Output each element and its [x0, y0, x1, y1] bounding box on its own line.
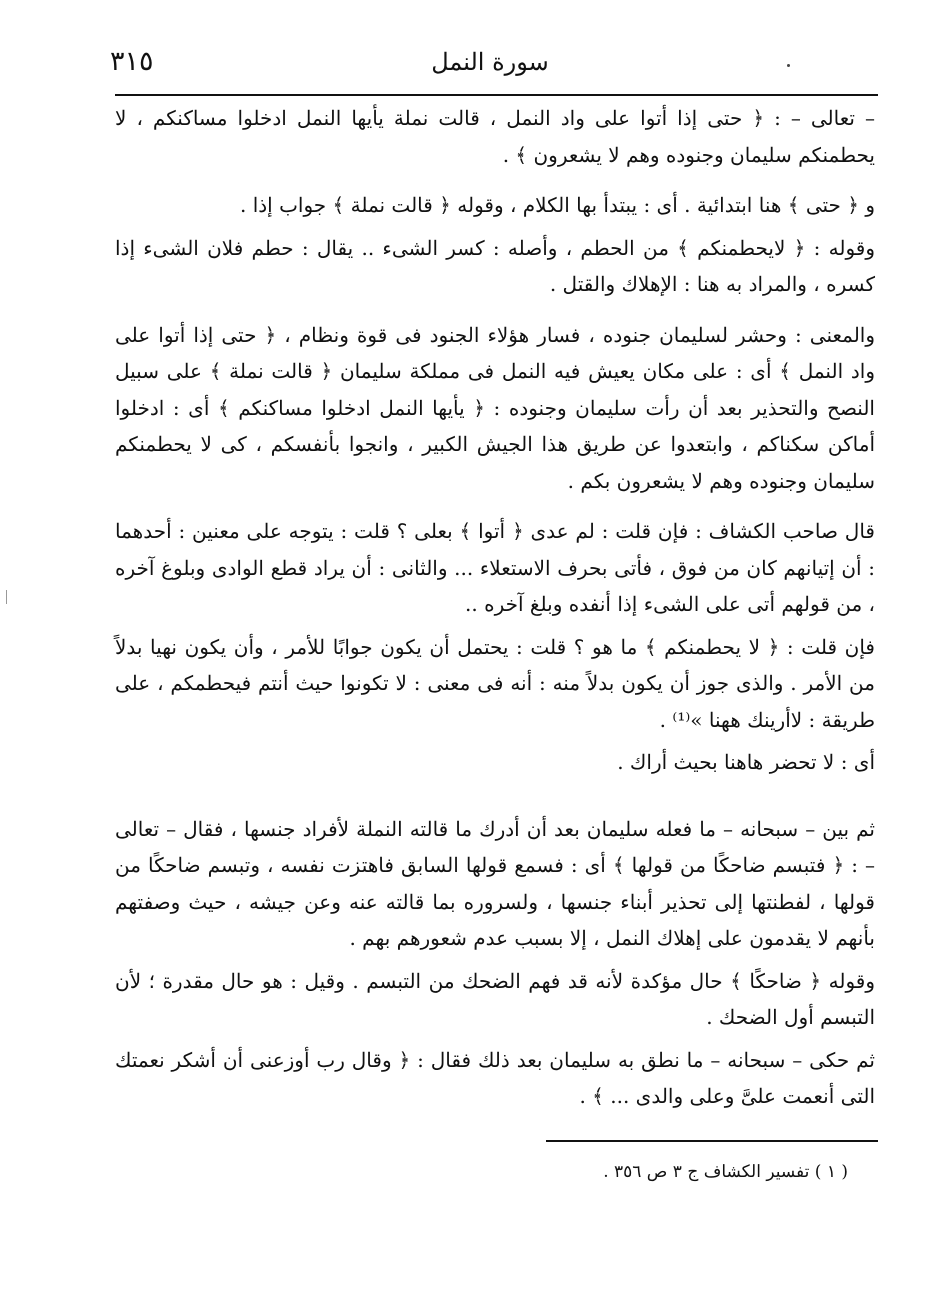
body-text: [115, 100, 875, 1121]
footnote: ( ١ ) تفسير الكشاف ج ٣ ص ٣٥٦ .: [603, 1162, 848, 1182]
paragraph-5: قال صاحب الكشاف : فإن قلت : لم عدى ﴿ أتوا ﴾ بعلى ؟ قلت : يتوجه على معنين : أحدهما : أن إتيانهم كان من فوق ، فأتى بحرف الاستعلاء ... والثانى : أن يراد قطع الوادى وبلوغ آخره ، من قولهم أتى على الشىء إذا أنفده وبلغ آخره ..: [115, 519, 875, 616]
paragraph-3: وقوله : ﴿ لايحطمنكم ﴾ من الحطم ، وأصله : كسر الشىء .. يقال : حطم فلان الشىء إذا كسره ، والمراد به هنا : الإهلاك والقتل .: [115, 235, 875, 296]
footnote-rule: [546, 1140, 878, 1142]
page-number: ٣١٥: [110, 46, 154, 77]
surah-title: سورة النمل: [431, 48, 549, 76]
paragraph-8: ثم بين – سبحانه – ما فعله سليمان بعد أن أدرك ما قالته النملة لأفراد جنسها ، فقال – تعالى – : ﴿ فتبسم ضاحكًا من قولها ﴾ أى : فسمع قولها السابق فاهتزت نفسه ، وتبسم ضاحكًا من قولها ، لفطنتها إلى تحذير أبناء جنسها ، ولسروره بما قالته عنه وعن جيشه ، حيث وصفتهم بأنهم لا يقدمون على إهلاك النمل ، إلا بسبب عدم شعورهم بهم .: [115, 816, 875, 950]
paragraph-10: ثم حكى – سبحانه – ما نطق به سليمان بعد ذلك فقال : ﴿ وقال رب أوزعنى أن أشكر نعمتك التى أنعمت علىَّ وعلى والدى ... ﴾ .: [115, 1047, 875, 1108]
margin-mark: [6, 590, 7, 604]
paragraph-6: فإن قلت : ﴿ لا يحطمنكم ﴾ ما هو ؟ قلت : يحتمل أن يكون جوابًا للأمر ، وأن يكون نهيا بدلاً من الأمر . والذى جوز أن يكون بدلاً منه : أنه فى معنى : لا تكونوا حيث أنتم فيحطمكم ، على طريقة : لاأرينك ههنا »⁽¹⁾ .: [115, 634, 875, 732]
header-dot: [787, 64, 790, 67]
paragraph-4: والمعنى : وحشر لسليمان جنوده ، فسار هؤلاء الجنود فى قوة ونظام ، ﴿ حتى إذا أتوا على واد النمل ﴾ أى : على مكان يعيش فيه النمل فى مملكة سليمان ﴿ قالت نملة ﴾ على سبيل النصح والتحذير بعد أن رأت سليمان وجنوده : ﴿ يأيها النمل ادخلوا مساكنكم ﴾ أى : ادخلوا أماكن سكناكم ، وابتعدوا عن طريق هذا الجيش الكبير ، وانجوا بأنفسكم ، كى لا يحطمنكم سليمان وجنوده وهم لا يشعرون بكم .: [115, 322, 876, 493]
page-header: [110, 38, 870, 86]
paragraph-7: أى : لا تحضر هاهنا بحيث أراك .: [617, 750, 875, 774]
paragraph-2: و ﴿ حتى ﴾ هنا ابتدائية . أى : يبتدأ بها الكلام ، وقوله ﴿ قالت نملة ﴾ جواب إذا .: [240, 193, 875, 217]
paragraph-9: وقوله ﴿ ضاحكًا ﴾ حال مؤكدة لأنه قد فهم الضحك من التبسم . وقيل : هو حال مقدرة ؛ لأن التبسم أول الضحك .: [115, 968, 875, 1029]
paragraph-1: – تعالى – : ﴿ حتى إذا أتوا على واد النمل ، قالت نملة يأيها النمل ادخلوا مساكنكم ، لا يحطمنكم سليمان وجنوده وهم لا يشعرون ﴾ .: [115, 106, 875, 167]
header-rule: [115, 94, 878, 96]
